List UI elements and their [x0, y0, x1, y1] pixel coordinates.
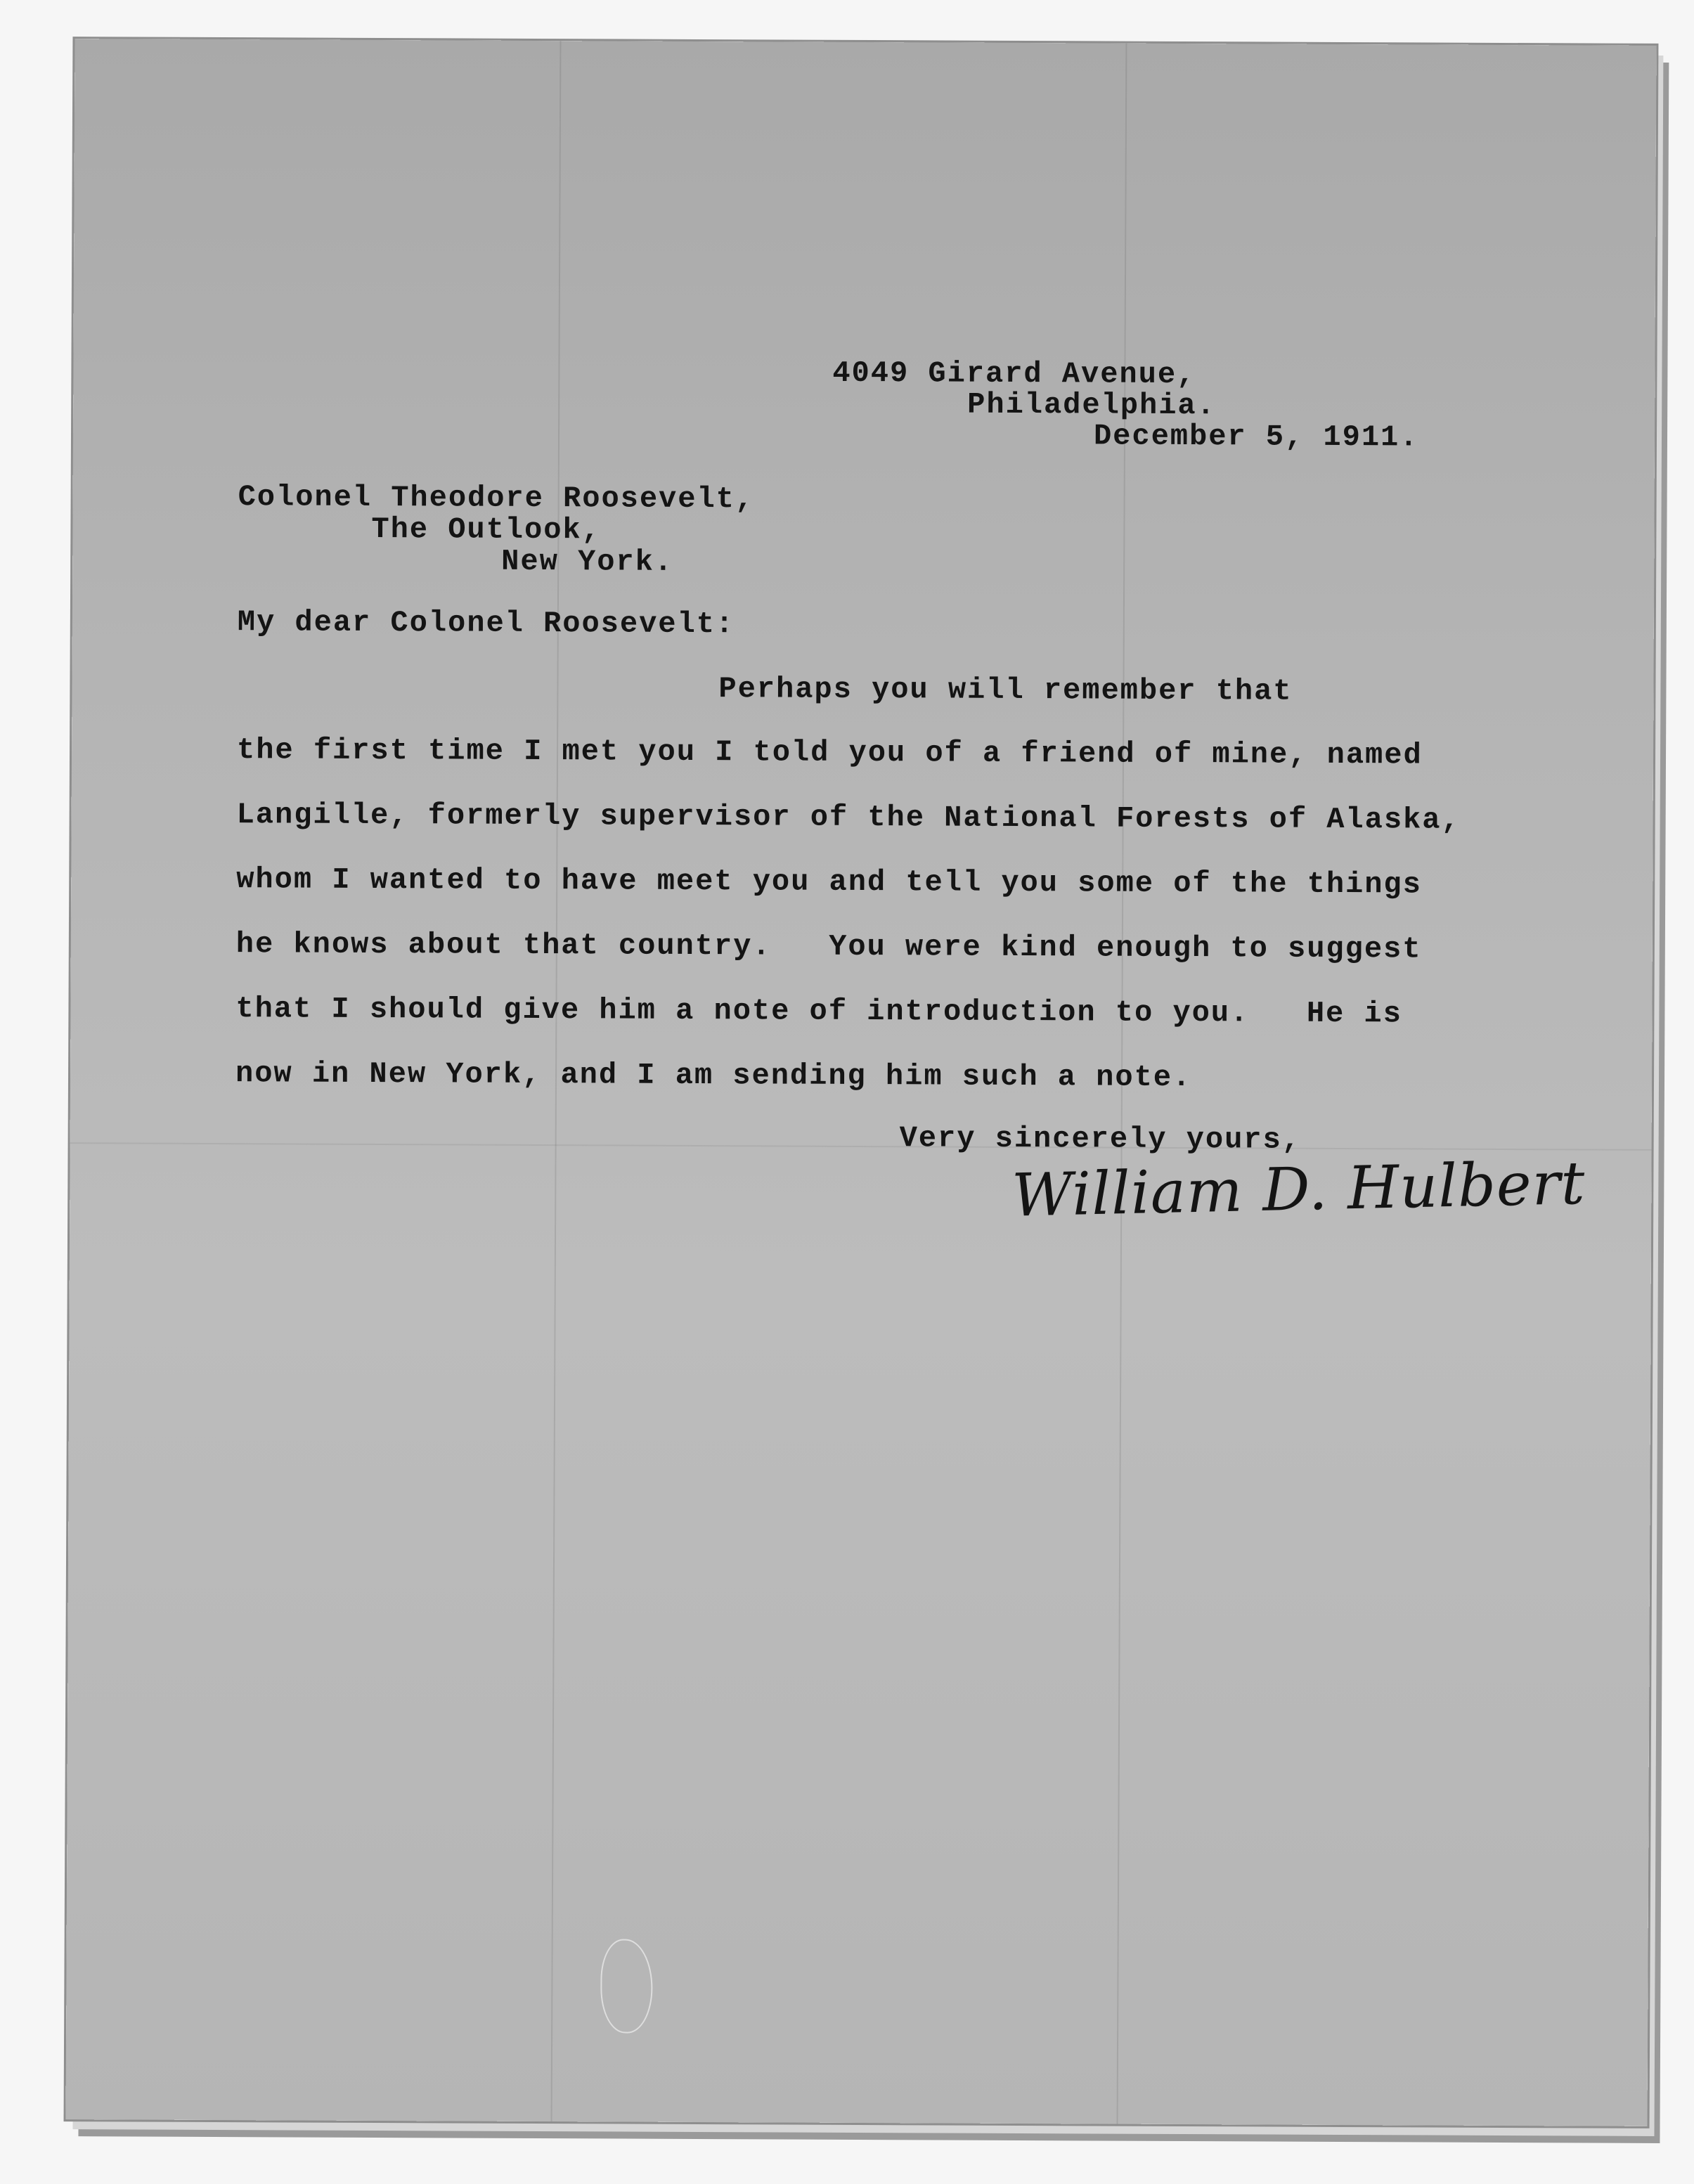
body-line: whom I wanted to have meet you and tell you some of the things	[236, 862, 1422, 902]
handwritten-signature: William D. Hulbert	[1011, 1148, 1586, 1230]
sender-address-city: Philadelphia.	[967, 387, 1216, 423]
paper-scuff-mark	[600, 1939, 653, 2033]
letter-page	[66, 39, 1657, 2126]
body-line: that I should give him a note of introduction to you. He is	[235, 992, 1402, 1031]
recipient-organization: The Outlook,	[371, 512, 601, 548]
recipient-name: Colonel Theodore Roosevelt,	[238, 480, 755, 517]
recipient-city: New York.	[501, 544, 674, 579]
body-line: Perhaps you will remember that	[718, 672, 1293, 709]
closing: Very sincerely yours,	[899, 1121, 1302, 1157]
letter-date: December 5, 1911.	[1093, 419, 1419, 455]
body-line: Langille, formerly supervisor of the National Forests of Alaska,	[236, 798, 1461, 837]
sender-address-street: 4049 Girard Avenue,	[832, 356, 1196, 392]
body-line: now in New York, and I am sending him such a note.	[235, 1057, 1192, 1095]
body-line: he knows about that country. You were kind enough to suggest	[235, 927, 1422, 967]
fold-crease-horizontal	[70, 1142, 1652, 1151]
salutation: My dear Colonel Roosevelt:	[237, 605, 735, 642]
body-line: the first time I met you I told you of a friend of mine, named	[236, 733, 1423, 773]
